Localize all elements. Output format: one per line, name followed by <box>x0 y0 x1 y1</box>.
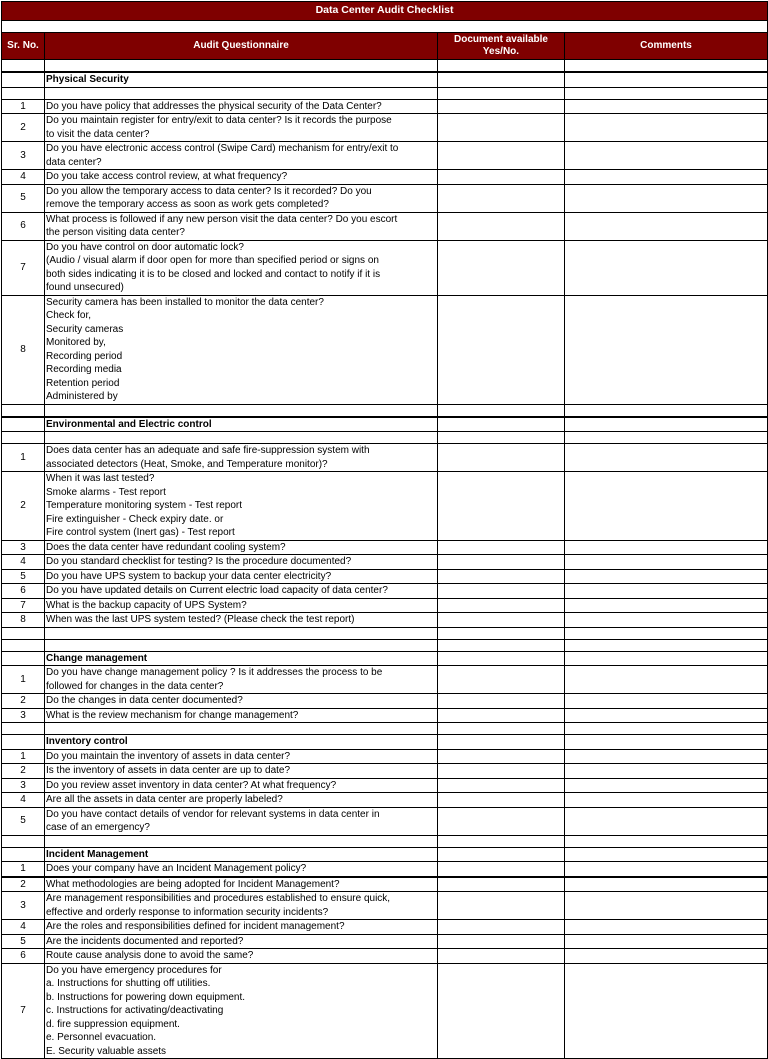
sr-no-cell: 7 <box>2 240 45 295</box>
question-cell: Do you have policy that addresses the physical security of the Data Center? <box>45 99 438 114</box>
header-comments: Comments <box>565 33 768 60</box>
document-available-cell <box>438 60 565 73</box>
document-available-cell[interactable] <box>438 295 565 404</box>
sheet-title: Data Center Audit Checklist <box>2 2 768 21</box>
section-title: Environmental and Electric control <box>45 417 438 432</box>
document-available-cell[interactable] <box>438 949 565 964</box>
question-row <box>2 949 768 964</box>
section-header-row <box>2 847 768 862</box>
question-cell: Route cause analysis done to avoid the same? <box>45 949 438 964</box>
question-cell: Do you have updated details on Current electric load capacity of data center? <box>45 584 438 599</box>
question-row <box>2 540 768 555</box>
comments-cell[interactable] <box>565 142 768 170</box>
sr-no-cell: 6 <box>2 584 45 599</box>
section-header-row <box>2 72 768 87</box>
title-row <box>2 2 768 21</box>
comments-cell[interactable] <box>565 892 768 920</box>
section-header-row <box>2 735 768 750</box>
comments-cell[interactable] <box>565 584 768 599</box>
document-available-cell <box>438 639 565 651</box>
question-cell: Do you allow the temporary access to data center? Is it recorded? Do you remove the temporary access as soon as work gets completed? <box>45 184 438 212</box>
sr-no-cell: 1 <box>2 444 45 472</box>
question-cell: What methodologies are being adopted for Incident Management? <box>45 877 438 892</box>
comments-cell[interactable] <box>565 778 768 793</box>
question-cell <box>45 432 438 444</box>
comments-cell[interactable] <box>565 569 768 584</box>
document-available-cell[interactable] <box>438 472 565 541</box>
question-cell: Is the inventory of assets in data center are up to date? <box>45 764 438 779</box>
document-available-cell[interactable] <box>438 892 565 920</box>
header-sr-no: Sr. No. <box>2 33 45 60</box>
question-cell: Are the incidents documented and reported? <box>45 934 438 949</box>
question-cell: Do you have electronic access control (Swipe Card) mechanism for entry/exit to data center? <box>45 142 438 170</box>
document-available-cell <box>438 651 565 666</box>
sr-no-cell <box>2 723 45 735</box>
sr-no-cell <box>2 639 45 651</box>
sr-no-cell: 8 <box>2 613 45 628</box>
question-cell: Does your company have an Incident Management policy? <box>45 862 438 877</box>
comments-cell[interactable] <box>565 444 768 472</box>
document-available-cell[interactable] <box>438 212 565 240</box>
question-row <box>2 240 768 295</box>
question-row <box>2 613 768 628</box>
document-available-cell[interactable] <box>438 540 565 555</box>
document-available-cell[interactable] <box>438 666 565 694</box>
comments-cell[interactable] <box>565 99 768 114</box>
question-cell <box>45 404 438 417</box>
document-available-cell <box>438 627 565 639</box>
sr-no-cell <box>2 735 45 750</box>
question-row <box>2 170 768 185</box>
question-row <box>2 184 768 212</box>
comments-cell[interactable] <box>565 877 768 892</box>
question-row <box>2 444 768 472</box>
section-title: Physical Security <box>45 72 438 87</box>
question-row <box>2 598 768 613</box>
comments-cell[interactable] <box>565 295 768 404</box>
question-cell: What process is followed if any new person visit the data center? Do you escort the person visiting data center? <box>45 212 438 240</box>
comments-cell <box>565 404 768 417</box>
question-cell: Security camera has been installed to monitor the data center? Check for, Security cameras Monitored by, Recording period Recording media Retention period Administered by <box>45 295 438 404</box>
document-available-cell[interactable] <box>438 862 565 877</box>
comments-cell[interactable] <box>565 114 768 142</box>
sr-no-cell: 1 <box>2 99 45 114</box>
comments-cell[interactable] <box>565 613 768 628</box>
sr-no-cell: 1 <box>2 749 45 764</box>
spacer-row <box>2 21 768 33</box>
document-available-cell[interactable] <box>438 613 565 628</box>
section-header-row <box>2 651 768 666</box>
question-cell: Does the data center have redundant cooling system? <box>45 540 438 555</box>
section-title: Inventory control <box>45 735 438 750</box>
question-cell: Are all the assets in data center are properly labeled? <box>45 793 438 808</box>
question-row <box>2 555 768 570</box>
sr-no-cell: 1 <box>2 862 45 877</box>
comments-cell[interactable] <box>565 963 768 1059</box>
comments-cell <box>565 72 768 87</box>
document-available-cell[interactable] <box>438 764 565 779</box>
question-row <box>2 764 768 779</box>
question-row <box>2 99 768 114</box>
sr-no-cell: 3 <box>2 540 45 555</box>
sr-no-cell: 4 <box>2 920 45 935</box>
sr-no-cell <box>2 651 45 666</box>
question-cell: What is the review mechanism for change management? <box>45 708 438 723</box>
document-available-cell[interactable] <box>438 584 565 599</box>
question-row <box>2 569 768 584</box>
comments-cell <box>565 847 768 862</box>
question-row <box>2 963 768 1059</box>
question-row <box>2 694 768 709</box>
question-row <box>2 862 768 877</box>
sr-no-cell: 3 <box>2 778 45 793</box>
comments-cell <box>565 835 768 847</box>
question-cell: What is the backup capacity of UPS System? <box>45 598 438 613</box>
comments-cell[interactable] <box>565 934 768 949</box>
question-cell <box>45 60 438 73</box>
document-available-cell[interactable] <box>438 934 565 949</box>
document-available-cell[interactable] <box>438 444 565 472</box>
comments-cell[interactable] <box>565 666 768 694</box>
document-available-cell[interactable] <box>438 877 565 892</box>
sr-no-cell: 3 <box>2 892 45 920</box>
sr-no-cell: 2 <box>2 764 45 779</box>
sr-no-cell: 6 <box>2 949 45 964</box>
document-available-cell[interactable] <box>438 569 565 584</box>
question-cell <box>45 627 438 639</box>
comments-cell[interactable] <box>565 555 768 570</box>
comments-cell <box>565 639 768 651</box>
sr-no-cell: 3 <box>2 708 45 723</box>
question-cell: Do you have contact details of vendor for relevant systems in data center in case of an emergency? <box>45 807 438 835</box>
comments-cell[interactable] <box>565 240 768 295</box>
document-available-cell[interactable] <box>438 778 565 793</box>
spacer-row <box>2 87 768 99</box>
document-available-cell <box>438 404 565 417</box>
sr-no-cell: 3 <box>2 142 45 170</box>
comments-cell[interactable] <box>565 170 768 185</box>
sr-no-cell: 2 <box>2 877 45 892</box>
comments-cell <box>565 627 768 639</box>
comments-cell[interactable] <box>565 694 768 709</box>
question-row <box>2 920 768 935</box>
document-available-cell[interactable] <box>438 184 565 212</box>
comments-cell[interactable] <box>565 708 768 723</box>
sr-no-cell: 5 <box>2 184 45 212</box>
question-row <box>2 142 768 170</box>
question-row <box>2 295 768 404</box>
comments-cell[interactable] <box>565 540 768 555</box>
sr-no-cell <box>2 847 45 862</box>
section-title: Change management <box>45 651 438 666</box>
sr-no-cell <box>2 87 45 99</box>
spacer-row <box>2 627 768 639</box>
question-row <box>2 584 768 599</box>
document-available-cell[interactable] <box>438 240 565 295</box>
sr-no-cell: 5 <box>2 934 45 949</box>
document-available-cell[interactable] <box>438 807 565 835</box>
spacer-row <box>2 404 768 417</box>
comments-cell[interactable] <box>565 862 768 877</box>
question-cell: Are management responsibilities and procedures established to ensure quick, effective and orderly response to information security incidents? <box>45 892 438 920</box>
question-cell: Do you review asset inventory in data center? At what frequency? <box>45 778 438 793</box>
question-cell: Do you standard checklist for testing? Is the procedure documented? <box>45 555 438 570</box>
sr-no-cell: 4 <box>2 170 45 185</box>
document-available-cell <box>438 835 565 847</box>
sr-no-cell <box>2 835 45 847</box>
question-cell: Do you have control on door automatic lock? (Audio / visual alarm if door open for more than specified period or signs on both sides indicating it is to be closed and locked and contact to notify if it is found unsecured) <box>45 240 438 295</box>
comments-cell[interactable] <box>565 749 768 764</box>
comments-cell <box>565 417 768 432</box>
sr-no-cell <box>2 60 45 73</box>
document-available-cell[interactable] <box>438 598 565 613</box>
question-cell: When was the last UPS system tested? (Please check the test report) <box>45 613 438 628</box>
document-available-cell <box>438 72 565 87</box>
sr-no-cell: 8 <box>2 295 45 404</box>
question-cell <box>45 723 438 735</box>
spacer-row <box>2 639 768 651</box>
document-available-cell <box>438 417 565 432</box>
question-cell: Do you have UPS system to backup your data center electricity? <box>45 569 438 584</box>
sr-no-cell: 7 <box>2 963 45 1059</box>
sr-no-cell: 5 <box>2 807 45 835</box>
question-cell: Are the roles and responsibilities defined for incident management? <box>45 920 438 935</box>
comments-cell <box>565 87 768 99</box>
question-row <box>2 666 768 694</box>
document-available-cell[interactable] <box>438 114 565 142</box>
question-cell: When it was last tested? Smoke alarms - Test report Temperature monitoring system - Test report Fire extinguisher - Check expiry date. or Fire control system (Inert gas) - Test report <box>45 472 438 541</box>
question-row <box>2 114 768 142</box>
spacer-row <box>2 60 768 73</box>
comments-cell <box>565 60 768 73</box>
question-row <box>2 877 768 892</box>
comments-cell[interactable] <box>565 949 768 964</box>
question-cell: Do the changes in data center documented? <box>45 694 438 709</box>
section-header-row <box>2 417 768 432</box>
spacer-row <box>2 432 768 444</box>
question-cell: Do you take access control review, at what frequency? <box>45 170 438 185</box>
sr-no-cell <box>2 432 45 444</box>
sr-no-cell: 4 <box>2 555 45 570</box>
sr-no-cell <box>2 417 45 432</box>
document-available-cell[interactable] <box>438 920 565 935</box>
question-cell <box>45 87 438 99</box>
document-available-cell <box>438 847 565 862</box>
document-available-cell <box>438 723 565 735</box>
question-row <box>2 807 768 835</box>
header-document-available: Document available Yes/No. <box>438 33 565 60</box>
sr-no-cell <box>2 72 45 87</box>
comments-cell <box>565 723 768 735</box>
sr-no-cell: 7 <box>2 598 45 613</box>
question-cell: Do you maintain register for entry/exit to data center? Is it records the purpose to visit the data center? <box>45 114 438 142</box>
document-available-cell[interactable] <box>438 142 565 170</box>
document-available-cell[interactable] <box>438 99 565 114</box>
document-available-cell <box>438 432 565 444</box>
question-row <box>2 778 768 793</box>
document-available-cell <box>438 735 565 750</box>
comments-cell[interactable] <box>565 598 768 613</box>
sr-no-cell: 6 <box>2 212 45 240</box>
document-available-cell[interactable] <box>438 749 565 764</box>
document-available-cell[interactable] <box>438 708 565 723</box>
question-row <box>2 212 768 240</box>
document-available-cell[interactable] <box>438 555 565 570</box>
header-audit-questionnaire: Audit Questionnaire <box>45 33 438 60</box>
question-row <box>2 934 768 949</box>
comments-cell[interactable] <box>565 793 768 808</box>
document-available-cell[interactable] <box>438 694 565 709</box>
document-available-cell[interactable] <box>438 793 565 808</box>
question-cell: Do you maintain the inventory of assets in data center? <box>45 749 438 764</box>
sr-no-cell: 4 <box>2 793 45 808</box>
comments-cell <box>565 651 768 666</box>
sr-no-cell: 1 <box>2 666 45 694</box>
header-row <box>2 33 768 60</box>
sr-no-cell <box>2 404 45 417</box>
sr-no-cell: 2 <box>2 114 45 142</box>
section-title: Incident Management <box>45 847 438 862</box>
question-cell: Do you have change management policy ? Is it addresses the process to be followed for changes in the data center? <box>45 666 438 694</box>
question-row <box>2 472 768 541</box>
comments-cell[interactable] <box>565 212 768 240</box>
question-row <box>2 749 768 764</box>
question-row <box>2 708 768 723</box>
question-cell: Does data center has an adequate and safe fire-suppression system with associated detectors (Heat, Smoke, and Temperature monitor)? <box>45 444 438 472</box>
comments-cell <box>565 735 768 750</box>
audit-checklist-table <box>1 1 768 1059</box>
spacer-row <box>2 835 768 847</box>
comments-cell[interactable] <box>565 472 768 541</box>
comments-cell[interactable] <box>565 764 768 779</box>
comments-cell <box>565 432 768 444</box>
comments-cell[interactable] <box>565 920 768 935</box>
document-available-cell[interactable] <box>438 963 565 1059</box>
audit-checklist-sheet <box>1 1 767 1059</box>
sr-no-cell: 2 <box>2 472 45 541</box>
question-cell: Do you have emergency procedures for a. Instructions for shutting off utilities. b. Instructions for powering down equipment. c. Instructions for activating/deactivating d. fire suppression equipment. e. Personnel evacuation. E. Security valuable assets <box>45 963 438 1059</box>
document-available-cell[interactable] <box>438 170 565 185</box>
question-cell <box>45 835 438 847</box>
sr-no-cell: 5 <box>2 569 45 584</box>
question-cell <box>45 639 438 651</box>
sr-no-cell: 2 <box>2 694 45 709</box>
spacer-row <box>2 723 768 735</box>
document-available-cell <box>438 87 565 99</box>
sr-no-cell <box>2 627 45 639</box>
question-row <box>2 892 768 920</box>
comments-cell[interactable] <box>565 184 768 212</box>
comments-cell[interactable] <box>565 807 768 835</box>
question-row <box>2 793 768 808</box>
